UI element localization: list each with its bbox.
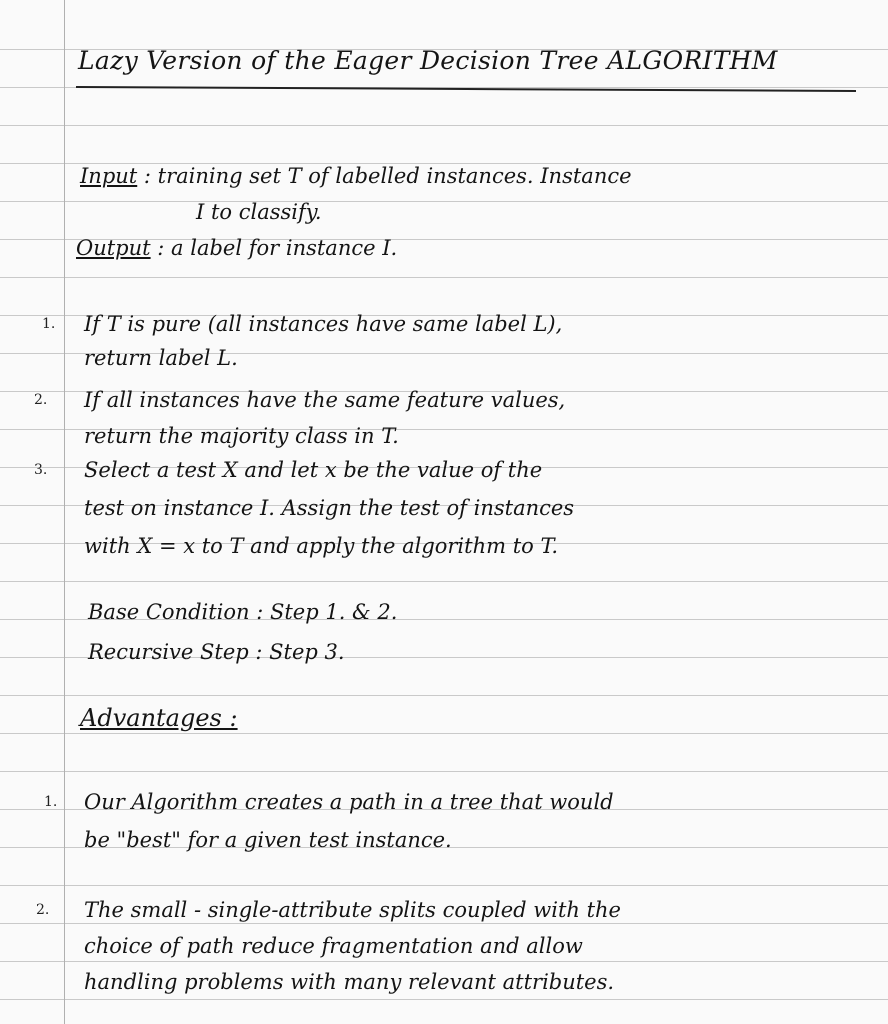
step-3-line1: Select a test X and let x be the value of the [84, 458, 543, 482]
page-title: Lazy Version of the Eager Decision Tree ALGORITHM [78, 46, 778, 75]
step-1-number: 1. [42, 316, 56, 332]
recursive-step: Recursive Step : Step 3. [88, 640, 345, 664]
step-3-number: 3. [34, 462, 48, 478]
input-text-line2: I to classify. [196, 200, 322, 224]
advantage-1-line2: be "best" for a given test instance. [84, 828, 452, 852]
output-row [76, 236, 397, 260]
step-2-line1: If all instances have the same feature values, [84, 388, 566, 412]
margin-line [64, 0, 65, 1024]
advantage-2-line1: The small - single-attribute splits coupled with the [84, 898, 621, 922]
input-label: Input [80, 164, 138, 188]
step-3-line2: test on instance I. Assign the test of instances [84, 496, 575, 520]
step-1-line1: If T is pure (all instances have same label L), [84, 312, 563, 336]
base-condition: Base Condition : Step 1. & 2. [88, 600, 398, 624]
step-3-line3: with X = x to T and apply the algorithm to T. [84, 534, 559, 558]
advantage-2-number: 2. [36, 902, 50, 918]
advantage-2-line2: choice of path reduce fragmentation and allow [84, 934, 583, 958]
advantage-2-line3: handling problems with many relevant attributes. [84, 970, 615, 994]
advantage-1-line1: Our Algorithm creates a path in a tree that would [84, 790, 614, 814]
input-row [80, 164, 632, 188]
advantages-heading: Advantages : [80, 704, 238, 732]
output-text: : a label for instance I. [157, 236, 398, 260]
input-text-line1: : training set T of labelled instances. Instance [143, 164, 632, 188]
output-label: Output [76, 236, 151, 260]
step-2-number: 2. [34, 392, 48, 408]
step-1-line2: return label L. [84, 346, 238, 370]
advantage-1-number: 1. [44, 794, 58, 810]
title-underline [76, 86, 856, 92]
step-2-line2: return the majority class in T. [84, 424, 399, 448]
